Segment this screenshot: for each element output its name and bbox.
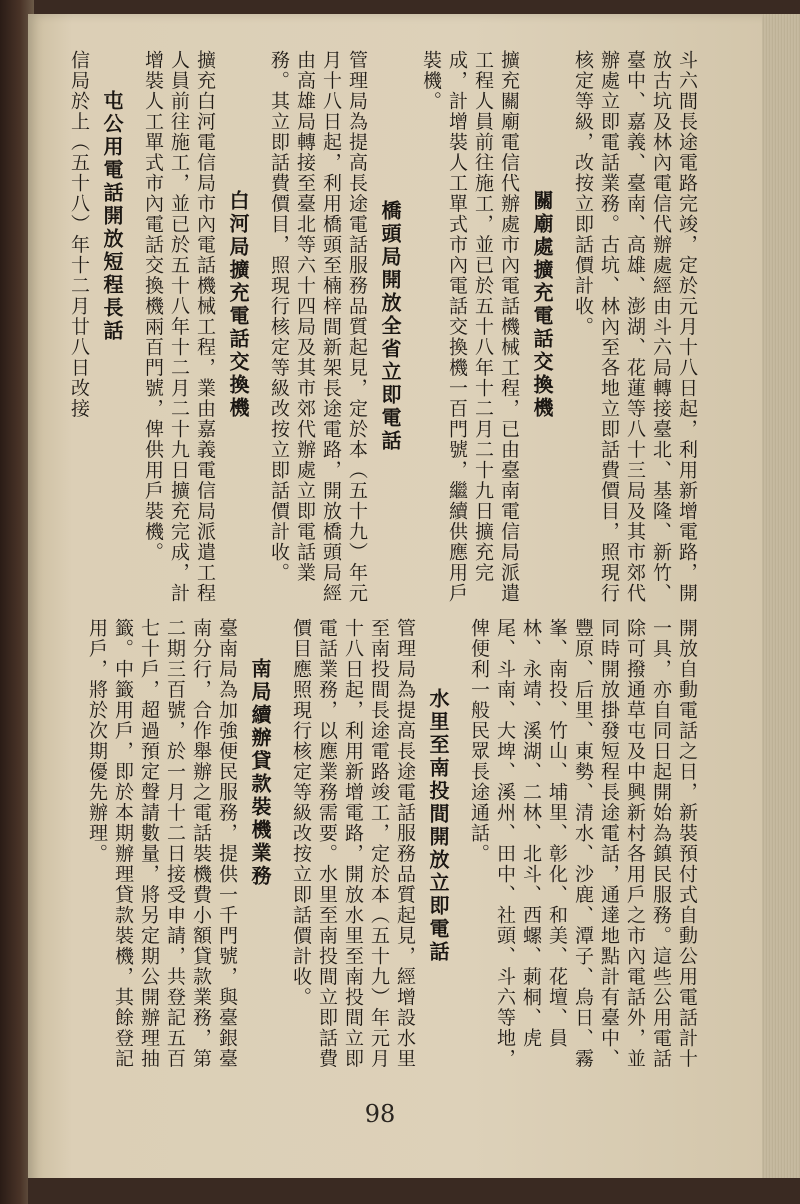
article-body: 管理局為提高長途電話服務品質起見，經增設水里至南投間長途電路竣工，定於本（五十九）年元月十八日起，利用新增電路，開放水里至南投間立即電話業務，以應業務需要。水里至南投間立即話費價目應照現行核定等級改按立即話價計收。 [290,618,416,1069]
article-body: 臺南局為加強便民服務，提供一千門號，與臺銀臺南分行，合作舉辦之電話裝機費小額貸款業務，第二期三百號，於一月十二日接受申請，共登記五百七十戶，超過預定聲請數量，將另定期公開辦理抽籤。中籤用戶，即於本期辦理貸款裝機，其餘登記用戶，將於次期優先辦理。 [86,618,238,1069]
bottom-section [84,618,700,1088]
article-heading: 橋頭局開放全省立即電話 [378,200,402,453]
article-baihe [140,50,252,610]
article-heading: 關廟處擴充電話交換機 [530,190,554,420]
continuation-text-bottom: 開放自動電話之日，新裝預付式自動公用電話計十一具，亦自同日起開始為鎮民服務。這些公用電話除可撥通草屯及中興新村各用戶之市內電話外，並同時開放掛發短程長途電話，通達地點計有臺中、豐原、后里、東勢、清水、沙鹿、潭子、烏日、霧峯、南投、竹山、埔里、彰化、和美、花壇、員林、永靖、溪湖、二林、北斗、西螺、莿桐、虎尾、斗南、大埤、溪州、田中、社頭、斗六等地，俾便利一般民眾長途通話。 [468,618,698,1069]
article-shuili [288,618,452,1088]
article-heading: 水里至南投間開放立即電話 [426,688,450,964]
book-cover-bottom [28,1178,800,1204]
article-body: 信局於上（五十八）年十二月廿八日改接 [68,50,90,419]
article-tainan-loan [84,618,274,1088]
page-edges [762,14,800,1192]
article-heading: 白河局擴充電話交換機 [226,190,250,420]
article-guanmiao [418,50,556,610]
continuation-text-top: 斗六間長途電路完竣，定於元月十八日起，利用新增電路，開放古坑及林內電信代辦處經由斗六局轉接臺北、基隆、新竹、臺中、嘉義、臺南、高雄、澎湖、花蓮等八十三局及其市郊代辦處立即電話業務。古坑、林內至各地立即話費價目，照現行核定等級，改按立即話價計收。 [572,50,698,604]
article-body: 擴充關廟電信代辦處市內電話機械工程，已由臺南電信局派遣工程人員前往施工，並已於五十八年十二月二十九日擴充完成，計增裝人工單式市內電話交換機一百門號，繼續供應用戶裝機。 [420,50,520,604]
page-number: 98 [364,1100,396,1128]
article-heading: 南局續辦貸款裝機業務 [248,658,272,888]
article-qiaotou [266,50,404,610]
article-heading: 屯公用電話開放短程長話 [100,90,124,343]
article-caotun [66,50,126,610]
top-section [66,50,700,610]
article-body: 管理局為提高長途電話服務品質起見，定於本（五十九）年元月十八日起，利用橋頭至楠梓間新架長途電路，開放橋頭局經由高雄局轉接至臺北等六十四局及其市郊代辦處立即電話業務。其立即話費價目，照現行核定等級改按立即話價計收。 [268,50,368,604]
article-body: 擴充白河電信局市內電話機械工程，業由嘉義電信局派遣工程人員前往施工，並已於五十八年十二月二十九日擴充完成，計增裝人工單式市內電話交換機兩百門號，俾供用戶裝機。 [142,50,216,604]
